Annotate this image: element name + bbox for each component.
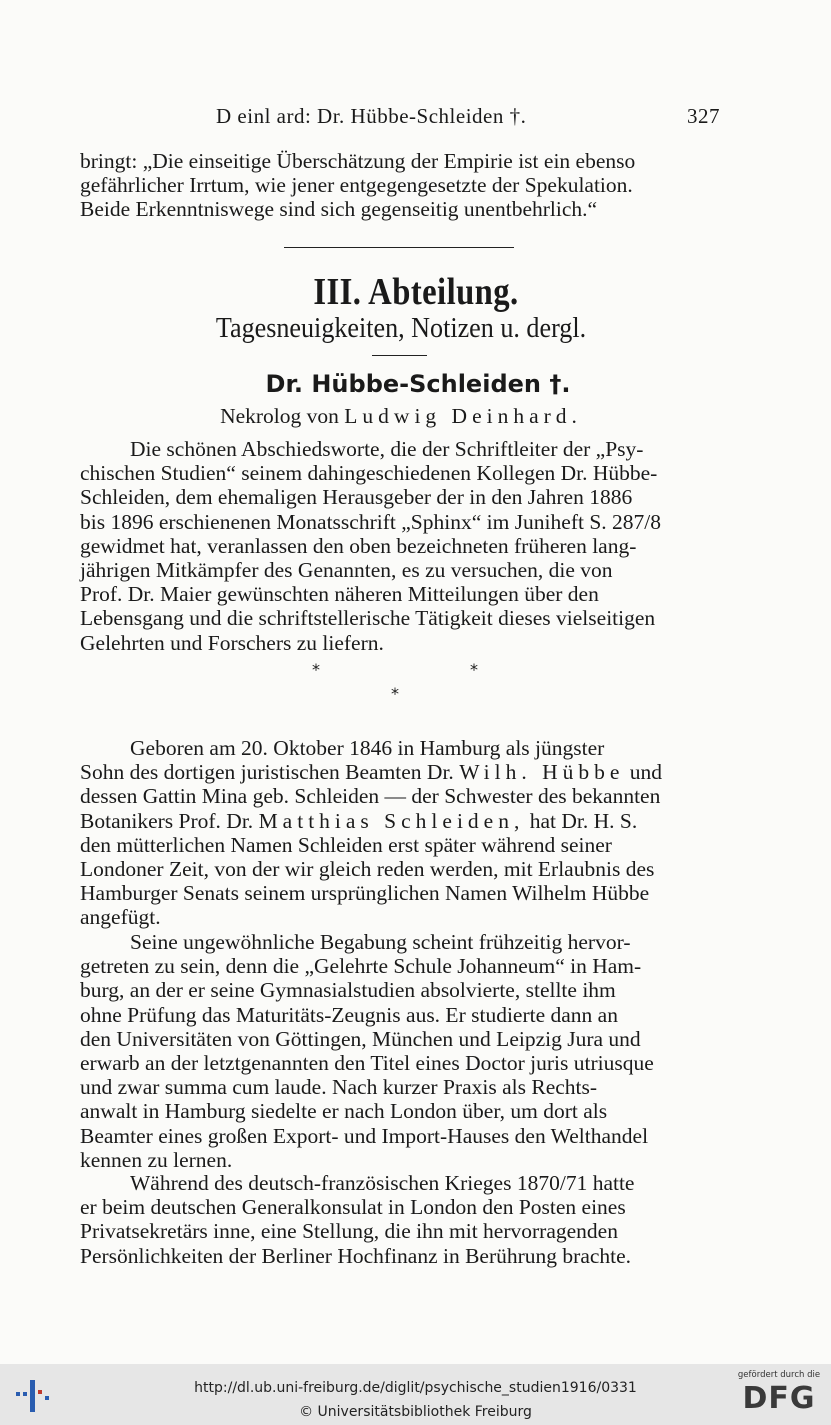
spaced-name: Wilh. Hübbe	[459, 760, 625, 785]
short-rule	[372, 355, 427, 356]
paragraph-line: gewidmet hat, veranlassen den oben bezeichneten früheren lang-	[80, 533, 637, 558]
paragraph-line: bis 1896 erschienenen Monatsschrift „Sphinx“ im Juniheft S. 287/8	[80, 509, 662, 534]
paragraph-line: Botanikers Prof. Dr. Matthias Schleiden, hat Dr. H. S.	[80, 808, 638, 833]
paragraph-line: Sohn des dortigen juristischen Beamten Dr. Wilh. Hübbe und	[80, 760, 663, 785]
paragraph-line: kennen zu lernen.	[80, 1147, 233, 1172]
paragraph-line: Geboren am 20. Oktober 1846 in Hamburg als jüngster	[130, 736, 605, 760]
paragraph-line: Die schönen Abschiedsworte, die der Schriftleiter der „Psy-	[130, 437, 644, 461]
asterisk-ornament: *	[312, 660, 320, 679]
paragraph-1	[80, 437, 716, 655]
footer-bar	[0, 1364, 831, 1425]
paragraph-line: Schleiden, dem ehemaligen Herausgeber der in den Jahren 1886	[80, 485, 633, 510]
dfg-logo[interactable]	[735, 1370, 823, 1422]
paragraph-line: Während des deutsch-französischen Krieges 1870/71 hatte	[130, 1171, 635, 1195]
running-head-title: D einl ard: Dr. Hübbe-Schleiden †.	[216, 104, 527, 128]
asterisk-ornament: *	[391, 684, 399, 703]
intro-paragraph	[80, 149, 716, 222]
paragraph-line: Londoner Zeit, von der wir gleich reden werden, mit Erlaubnis des	[80, 857, 655, 882]
page-number: 327	[687, 104, 720, 128]
paragraph-line: anwalt in Hamburg siedelte er nach London über, um dort als	[80, 1099, 608, 1124]
section-subtitle: Tagesneuigkeiten, Notizen u. dergl.	[215, 312, 587, 344]
section-title: III. Abteilung.	[313, 271, 519, 313]
paragraph-line: chischen Studien“ seinem dahingeschiedenen Kollegen Dr. Hübbe-	[80, 461, 658, 486]
paragraph-3	[80, 930, 716, 1172]
paragraph-line: er beim deutschen Generalkonsulat in London den Posten eines	[80, 1195, 626, 1220]
paragraph-line: dessen Gattin Mina geb. Schleiden — der Schwester des bekannten	[80, 784, 661, 809]
byline	[3, 404, 799, 429]
asterisk-ornament: *	[470, 660, 478, 679]
paragraph-line: Lebensgang und die schriftstellerische Tätigkeit dieses vielseitigen	[80, 606, 656, 631]
paragraph-line: gefährlicher Irrtum, wie jener entgegengesetzte der Spekulation.	[80, 173, 633, 198]
paragraph-line: ohne Prüfung das Maturitäts-Zeugnis aus. Er studierte dann an	[80, 1002, 618, 1027]
paragraph-line: burg, an der er seine Gymnasialstudien absolvierte, stellte ihm	[80, 978, 616, 1003]
paragraph-line: Beide Erkenntniswege sind sich gegenseitig unentbehrlich.“	[80, 197, 598, 222]
byline-prefix: Nekrolog von	[220, 404, 339, 428]
paragraph-2	[80, 736, 716, 930]
paragraph-line: Gelehrten und Forschers zu liefern.	[80, 630, 384, 655]
byline-author: Ludwig Deinhard.	[344, 404, 582, 428]
paragraph-line: Privatsekretärs inne, eine Stellung, die ihn mit hervorragenden	[80, 1219, 618, 1244]
paragraph-line: Hamburger Senats seinem ursprünglichen Namen Wilhelm Hübbe	[80, 881, 650, 906]
permalink-url[interactable]: http://dl.ub.uni-freiburg.de/diglit/psychische_studien1916/0331	[194, 1380, 637, 1396]
paragraph-line: Beamter eines großen Export- und Import-Hauses den Welthandel	[80, 1123, 649, 1148]
paragraph-line: Prof. Dr. Maier gewünschten näheren Mitteilungen über den	[80, 582, 599, 607]
paragraph-4	[80, 1171, 716, 1268]
paragraph-line: Persönlichkeiten der Berliner Hochfinanz in Berührung brachte.	[80, 1243, 632, 1268]
paragraph-line: getreten zu sein, denn die „Gelehrte Schule Johanneum“ in Ham-	[80, 954, 642, 979]
spaced-name: Matthias Schleiden,	[258, 808, 525, 833]
copyright-notice: © Universitätsbibliothek Freiburg	[299, 1404, 532, 1420]
article-title: Dr. Hübbe-Schleiden †.	[265, 370, 571, 398]
paragraph-line: den mütterlichen Namen Schleiden erst später während seiner	[80, 832, 612, 857]
dfg-logo-text: DFG	[742, 1381, 816, 1416]
dfg-caption: gefördert durch die	[737, 1370, 821, 1380]
separator-rule	[284, 247, 514, 248]
paragraph-line: angefügt.	[80, 905, 161, 930]
paragraph-line: den Universitäten von Göttingen, München und Leipzig Jura und	[80, 1026, 641, 1051]
paragraph-line: erwarb an der letztgenannten den Titel eines Doctor juris utriusque	[80, 1051, 654, 1076]
paragraph-line: Seine ungewöhnliche Begabung scheint frühzeitig hervor-	[130, 930, 631, 954]
running-head	[80, 104, 720, 134]
paragraph-line: jährigen Mitkämpfer des Genannten, es zu versuchen, die von	[80, 558, 613, 583]
paragraph-line: und zwar summa cum laude. Nach kurzer Praxis als Rechts-	[80, 1075, 598, 1100]
paragraph-line: bringt: „Die einseitige Überschätzung der Empirie ist ein ebenso	[80, 149, 636, 173]
